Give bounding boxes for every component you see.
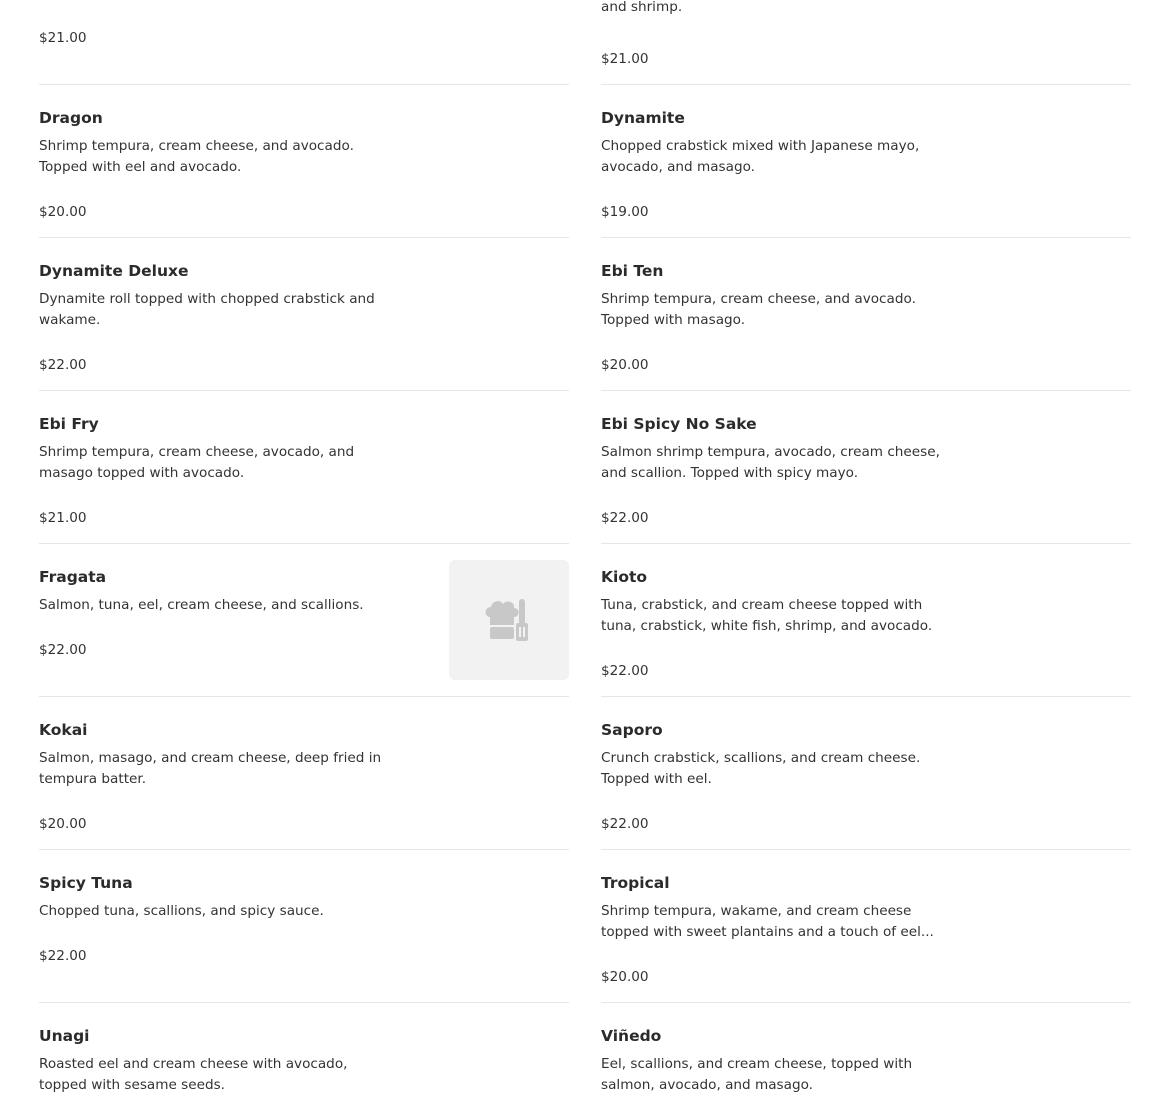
menu-item[interactable] xyxy=(601,850,1131,1003)
menu-item-description: Shrimp tempura, wakame, and cream cheese topped with sweet plantains and a touch of eel... xyxy=(601,903,934,940)
menu-item[interactable] xyxy=(39,697,569,850)
menu-item-price: $20.00 xyxy=(39,816,87,832)
menu-item[interactable] xyxy=(39,391,569,544)
menu-item-description: Eel, scallions, and cream cheese, topped with salmon, avocado, and masago. xyxy=(601,1056,913,1093)
menu-item[interactable] xyxy=(39,85,569,238)
menu-item-description: Dynamite roll topped with chopped crabstick and wakame. xyxy=(39,291,375,328)
menu-item-description: Chopped tuna, scallions, and spicy sauce. xyxy=(39,903,324,919)
menu-item-description: Salmon, masago, and cream cheese, deep fried in tempura batter. xyxy=(39,750,382,787)
menu-item[interactable] xyxy=(601,391,1131,544)
menu-item-name: Tropical xyxy=(601,874,670,892)
menu-item[interactable] xyxy=(39,238,569,391)
menu-item-name: Kokai xyxy=(39,721,88,739)
menu-item-description: Shrimp tempura, cream cheese, and avocado. Topped with masago. xyxy=(601,291,916,328)
menu-item[interactable] xyxy=(601,85,1131,238)
menu-item-name: Ebi Spicy No Sake xyxy=(601,415,757,433)
menu-item-price: $22.00 xyxy=(601,663,649,679)
menu-item[interactable] xyxy=(601,238,1131,391)
menu-item-description: Tuna, crabstick, and cream cheese topped with tuna, crabstick, white fish, shrimp, and avocado. xyxy=(601,597,933,634)
menu-item-name: Dragon xyxy=(39,109,103,127)
menu-item-description: Shrimp tempura, cream cheese, avocado, and masago topped with avocado. xyxy=(39,444,355,481)
menu-item-price: $20.00 xyxy=(601,969,649,985)
menu-item-price: $22.00 xyxy=(601,816,649,832)
menu-item-price: $22.00 xyxy=(39,642,87,658)
menu-item-price: $22.00 xyxy=(601,510,649,526)
menu-item[interactable] xyxy=(601,697,1131,850)
menu-item-name: Fragata xyxy=(39,568,107,586)
menu-item[interactable] xyxy=(39,850,569,1003)
menu-item-price: $20.00 xyxy=(601,357,649,373)
menu-item-name: Spicy Tuna xyxy=(39,874,133,892)
menu-item-name: Viñedo xyxy=(601,1027,662,1045)
chef-hat-fork-placeholder-icon xyxy=(482,593,536,647)
menu-item-name: Ebi Ten xyxy=(601,262,664,280)
menu-item-name: Unagi xyxy=(39,1027,90,1045)
menu-item[interactable] xyxy=(39,0,569,85)
menu-item-price: $22.00 xyxy=(39,948,87,964)
menu-item-name: Saporo xyxy=(601,721,663,739)
menu-item-price: $21.00 xyxy=(601,51,649,67)
menu-item-name: Dynamite Deluxe xyxy=(39,262,189,280)
menu-item-description: Chopped crabstick mixed with Japanese mayo, avocado, and masago. xyxy=(601,138,920,175)
menu-item-name: Ebi Fry xyxy=(39,415,99,433)
menu-item-price: $20.00 xyxy=(39,204,87,220)
menu-item-price: $21.00 xyxy=(39,30,87,46)
menu-item[interactable] xyxy=(39,1003,569,1110)
menu-item[interactable] xyxy=(601,1003,1131,1110)
menu-item[interactable] xyxy=(601,544,1131,697)
menu-item-price: $22.00 xyxy=(39,357,87,373)
menu-item[interactable] xyxy=(601,0,1131,85)
menu-item[interactable] xyxy=(39,544,569,697)
menu-item-description: Salmon shrimp tempura, avocado, cream cheese, and scallion. Topped with spicy mayo. xyxy=(601,444,940,481)
menu-item-price: $21.00 xyxy=(39,510,87,526)
menu-item-description: and shrimp. xyxy=(601,0,683,15)
menu-item-description: Roasted eel and cream cheese with avocado, topped with sesame seeds. xyxy=(39,1056,348,1093)
menu-item-price: $19.00 xyxy=(601,204,649,220)
menu-item-description: Salmon, tuna, eel, cream cheese, and scallions. xyxy=(39,597,364,613)
menu-item-name: Kioto xyxy=(601,568,648,586)
menu-item-image-placeholder[interactable] xyxy=(449,560,569,680)
menu-item-name: Dynamite xyxy=(601,109,685,127)
menu-item-description: Crunch crabstick, scallions, and cream cheese. Topped with eel. xyxy=(601,750,921,787)
menu-item-description: Shrimp tempura, cream cheese, and avocado. Topped with eel and avocado. xyxy=(39,138,354,175)
